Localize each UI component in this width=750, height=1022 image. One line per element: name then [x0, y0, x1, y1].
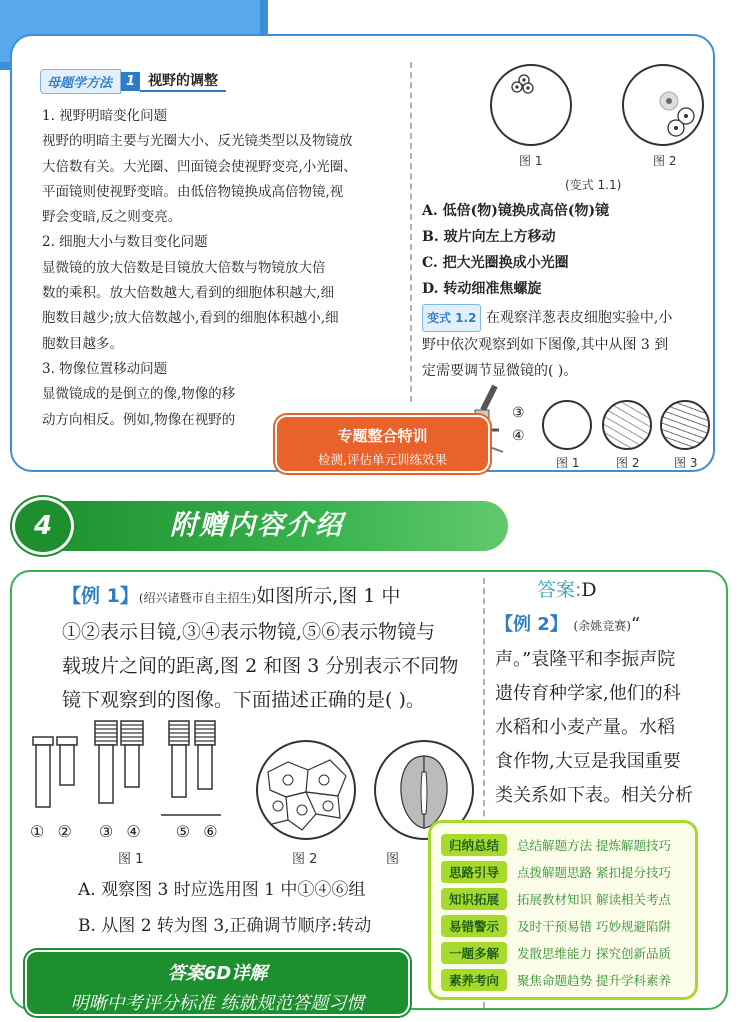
text-line: 类关系如下表。相关分析 — [495, 785, 693, 806]
text-line: 平面镜则使视野变暗。由低倍物镜换成高倍物镜,视 — [42, 183, 344, 200]
cells-icon — [258, 742, 354, 838]
option-a: A. 低倍(物)镜换成高倍(物)镜 — [422, 203, 610, 219]
section-number: 4 — [12, 497, 74, 555]
option-d: D. 转动细准焦螺旋 — [422, 281, 542, 297]
example-2 — [495, 608, 730, 813]
feature-tag: 归纳总结 — [441, 834, 507, 856]
text-line: 食作物,大豆是我国重要 — [495, 751, 681, 772]
text-line: 显微镜的放大倍数是目镜放大倍数与物镜放大倍 — [42, 259, 326, 276]
feature-row — [441, 885, 685, 912]
figure-caption: 图 2 — [292, 852, 318, 867]
method-label: 母题学方法 — [40, 69, 121, 94]
cell-figure-3 — [660, 400, 710, 450]
answer — [537, 575, 597, 602]
text-line: 大倍数有关。大光圈、凹面镜会使视野变亮,小光圈、 — [42, 158, 357, 175]
feature-desc: 及时干预易错 巧妙规避陷阱 — [517, 918, 671, 934]
microscope-field-figure-2 — [622, 64, 704, 146]
text-line: ①②表示目镜,③④表示物镜,⑤⑥表示物镜与 — [62, 621, 436, 643]
text-line: 如图所示,图 1 中 — [256, 585, 401, 607]
text-line: 胞数目越少;放大倍数越小,看到的细胞体积越小,细 — [42, 310, 339, 327]
feature-desc: 聚焦命题趋势 提升学科素养 — [517, 972, 671, 988]
option-c: C. 把大光圈换成小光圈 — [422, 255, 569, 271]
cells-icon — [624, 66, 702, 144]
example-label: 【例 1】 — [62, 585, 139, 607]
variant-badge: 变式 1.2 — [422, 304, 481, 332]
feature-tag: 思路引导 — [441, 861, 507, 883]
answer-explanation-banner — [25, 950, 410, 1016]
text-line: 声。”袁隆平和李振声院 — [495, 649, 676, 670]
text-line: 在观察洋葱表皮细胞实验中,小 — [485, 310, 673, 326]
quote-mark: “ — [630, 614, 641, 635]
variant-options — [422, 198, 609, 302]
objective-3 — [95, 721, 117, 803]
option-b: B. 从图 2 转为图 3,正确调节顺序:转动 — [78, 916, 372, 936]
method-title: 视野的调整 — [140, 70, 226, 92]
text-line: 水稻和小麦产量。水稻 — [495, 717, 675, 738]
example-source: (绍兴诸暨市自主招生) — [138, 591, 257, 605]
text-line: 2. 细胞大小与数目变化问题 — [42, 234, 208, 251]
figure-caption: 图 2 — [653, 154, 677, 168]
column-divider — [410, 62, 412, 402]
figure-caption: 图 2 — [616, 456, 640, 470]
cells-icon — [492, 66, 570, 144]
variant-caption: (变式 1.1) — [565, 178, 622, 192]
text-line: 野会变暗,反之则变亮。 — [42, 209, 182, 226]
text-line: 遗传育种学家,他们的科 — [495, 683, 681, 704]
text-line: 胞数目越多。 — [42, 335, 123, 352]
badge-subtitle: 检测,评估单元训练效果 — [318, 452, 447, 467]
example-1 — [62, 579, 482, 717]
badge-title: 专题整合特训 — [337, 427, 428, 445]
feature-tag: 素养考向 — [441, 969, 507, 991]
figure-caption: 图 1 — [519, 154, 543, 168]
feature-tag: 易错警示 — [441, 915, 507, 937]
objective-6 — [195, 721, 215, 789]
variant-1-2-question — [422, 304, 712, 384]
cell-figure-1 — [542, 400, 592, 450]
text-line: 数的乘积。放大倍数越大,看到的细胞体积越大,细 — [42, 285, 335, 302]
answer-value: D — [581, 579, 597, 601]
method-badge — [40, 70, 226, 92]
figure-caption: 图 — [386, 852, 400, 867]
text-line: 载玻片之间的距离,图 2 和图 3 分别表示不同物 — [62, 655, 459, 677]
option-b: B. 玻片向左上方移动 — [422, 229, 556, 245]
feature-desc: 点拨解题思路 紧扣提分技巧 — [517, 864, 671, 880]
lens-label: ③ — [98, 822, 114, 841]
text-line: 视野的明暗主要与光圈大小、反光镜类型以及物镜放 — [42, 133, 353, 150]
method-number: 1 — [121, 72, 140, 91]
figure-caption: 图 1 — [118, 852, 144, 867]
banner-subtitle: 明晰中考评分标准 练就规范答题习惯 — [70, 993, 365, 1014]
answer-label: 答案: — [537, 579, 582, 601]
figure-caption: 图 1 — [556, 456, 580, 470]
cell-view-figure-2 — [256, 740, 356, 840]
scope-label-4: ④ — [512, 428, 525, 444]
eyepiece-1 — [33, 737, 53, 807]
feature-row — [441, 966, 685, 993]
text-line: 镜下观察到的图像。下面描述正确的是( )。 — [62, 689, 425, 711]
lens-label: ⑥ — [203, 822, 218, 841]
objective-5 — [169, 721, 189, 797]
feature-desc: 拓展教材知识 解读相关考点 — [517, 891, 671, 907]
figure-caption: 图 3 — [674, 456, 698, 470]
feature-row — [441, 858, 685, 885]
features-box — [428, 820, 698, 1000]
section-title: 附赠内容介绍 — [170, 510, 344, 541]
feature-row — [441, 831, 685, 858]
feature-desc: 总结解题方法 提炼解题技巧 — [517, 837, 671, 853]
text-line: 野中依次观察到如下图像,其中从图 3 到 — [422, 337, 669, 353]
feature-row — [441, 912, 685, 939]
scope-label-3: ③ — [512, 405, 525, 421]
text-line: 1. 视野明暗变化问题 — [42, 108, 168, 124]
lens-label: ① — [30, 822, 45, 841]
lens-labels — [30, 822, 218, 841]
text-line: 动方向相反。例如,物像在视野的 — [42, 411, 236, 428]
lens-label: ⑤ — [175, 822, 191, 841]
option-a: A. 观察图 3 时应选用图 1 中①④⑥组 — [78, 880, 366, 900]
cell-figure-2 — [602, 400, 652, 450]
eyepiece-2 — [57, 737, 77, 785]
lens-figure — [25, 715, 225, 825]
lens-label: ④ — [126, 822, 141, 841]
example-label: 【例 2】 — [495, 614, 568, 635]
example-source: (余姚竞赛) — [573, 619, 631, 633]
feature-row — [441, 939, 685, 966]
feature-tag: 知识拓展 — [441, 888, 507, 910]
topic-training-badge — [275, 415, 490, 473]
text-line: 显微镜成的是倒立的像,物像的移 — [42, 386, 236, 403]
banner-title: 答案6D详解 — [167, 963, 268, 984]
feature-tag: 一题多解 — [441, 942, 507, 964]
feature-desc: 发散思维能力 探究创新品质 — [517, 945, 671, 961]
text-line: 定需要调节显微镜的( )。 — [422, 363, 578, 379]
objective-4 — [121, 721, 143, 787]
text-line: 3. 物像位置移动问题 — [42, 360, 168, 377]
lens-label: ② — [57, 822, 72, 841]
microscope-field-figure-1 — [490, 64, 572, 146]
method-explanation — [42, 104, 402, 433]
